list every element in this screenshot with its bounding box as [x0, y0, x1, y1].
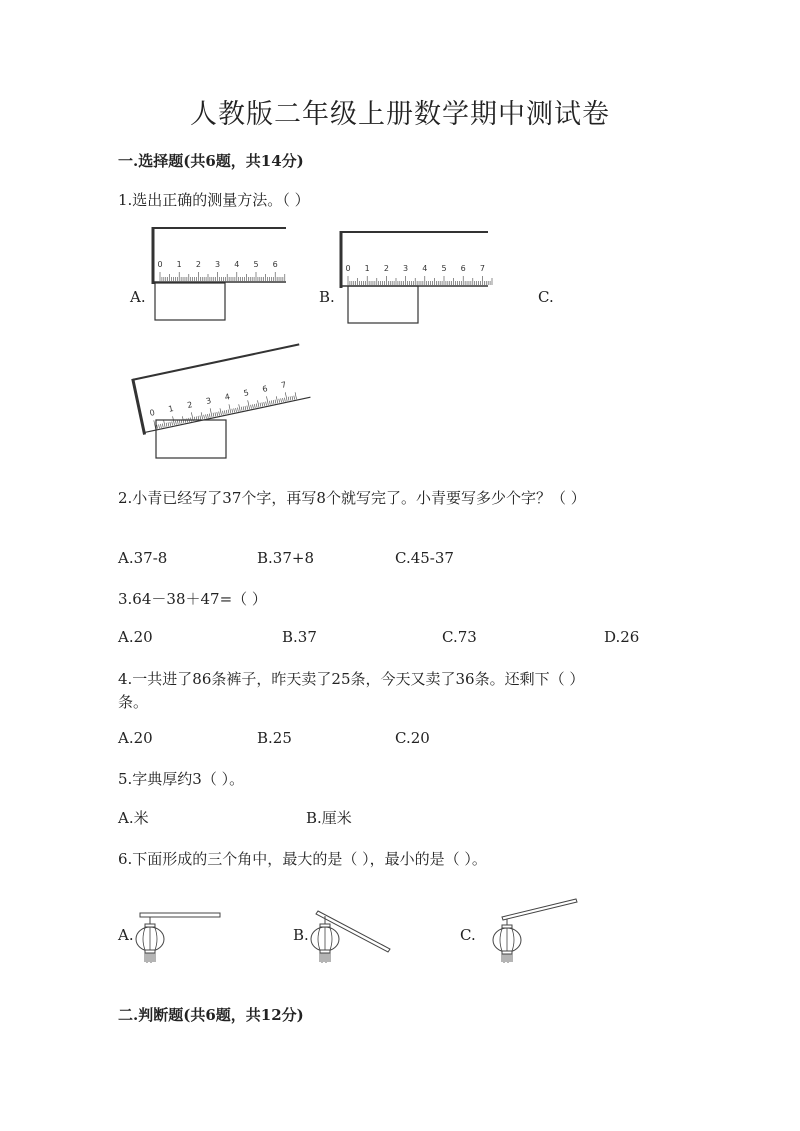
ruler-tick [288, 397, 289, 401]
ruler-tick [276, 396, 277, 403]
ruler-tick [290, 396, 291, 400]
q6-option-c-lantern-figure [490, 895, 580, 965]
ruler-tick [173, 416, 175, 425]
ruler-tick [217, 412, 218, 416]
ruler-tick [285, 392, 287, 401]
ruler-tick [210, 408, 212, 417]
ruler-tick [236, 408, 237, 412]
ruler-tick [248, 400, 250, 409]
ruler-tick [229, 404, 231, 413]
ruler-number: 5 [242, 388, 250, 398]
q6-option-b-label: B. [293, 926, 309, 944]
ruler-tick [224, 410, 225, 414]
ruler-number: 4 [422, 264, 428, 273]
ruler-number: 5 [441, 264, 447, 273]
question-3: 3.64－38＋47=（ ） [118, 590, 267, 608]
ruler-tick [279, 399, 280, 403]
ruler-tick [283, 398, 284, 402]
section-heading-judgement: 二.判断题(共6题，共12分) [118, 1006, 304, 1024]
ruler-tick [292, 396, 293, 400]
ruler-tick [281, 398, 282, 402]
ruler-c [133, 343, 311, 434]
q4-option-a: A.20 [118, 729, 153, 747]
ruler-tick [294, 396, 295, 400]
ruler-tick [243, 406, 244, 410]
question-2: 2.小青已经写了37个字，再写8个就写完了。小青要写多少个字？（ ） [118, 489, 586, 507]
q1-option-c-label: C. [538, 288, 554, 306]
ruler-number: 7 [280, 380, 288, 390]
lantern-icon [136, 924, 164, 963]
q3-option-a: A.20 [118, 628, 153, 646]
ruler-tick [215, 412, 216, 416]
q1-option-b-label: B. [319, 288, 335, 306]
q3-option-c: C.73 [442, 628, 477, 646]
ruler-tick [177, 420, 178, 424]
ruler-tick [251, 405, 252, 409]
ruler-number: 4 [223, 392, 231, 402]
ruler-tick [172, 422, 173, 426]
ruler-tick [222, 411, 223, 415]
question-4-line-1: 4.一共进了86条裤子，昨天卖了25条，今天又卖了36条。还剩下（ ） [118, 670, 585, 688]
ruler-tick [219, 412, 220, 416]
measured-rectangle [348, 286, 418, 323]
ruler-tick [185, 419, 186, 423]
q5-option-a: A.米 [118, 809, 149, 827]
ruler-number: 2 [383, 264, 389, 273]
ruler-tick [201, 412, 202, 419]
ruler-tick [237, 408, 238, 412]
ruler-number: 1 [176, 260, 182, 269]
ruler-tick [284, 398, 285, 402]
ruler-tick [166, 423, 167, 427]
ruler-tick [168, 422, 169, 426]
ruler-number: 4 [234, 260, 240, 269]
q6-option-a-lantern-figure [135, 905, 225, 965]
ruler-tick [198, 416, 199, 420]
ruler-tick [264, 402, 265, 406]
ruler-number: 2 [195, 260, 201, 269]
ruler-tick [266, 402, 267, 406]
q2-option-a: A.37-8 [118, 549, 168, 567]
ruler-tick [200, 416, 201, 420]
lantern-icon [311, 924, 339, 963]
ruler-number: 3 [215, 260, 221, 269]
ruler-tick [159, 424, 160, 428]
ruler-number: 0 [148, 408, 156, 418]
measured-rectangle [155, 283, 225, 320]
ruler-number: 7 [479, 264, 485, 273]
ruler-tick [273, 400, 274, 404]
ruler-number: 0 [345, 264, 351, 273]
question-4-line-2: 条。 [118, 693, 149, 711]
section-heading-choice: 一.选择题(共6题，共14分) [118, 152, 304, 170]
q3-option-d: D.26 [604, 628, 640, 646]
ruler-tick [213, 413, 214, 417]
q1-option-a-ruler-figure [150, 224, 290, 324]
ruler-number: 6 [460, 264, 466, 273]
ruler-number: 3 [403, 264, 409, 273]
ruler-tick [258, 400, 259, 407]
ruler-number: 6 [272, 260, 278, 269]
q2-option-c: C.45-37 [395, 549, 454, 567]
q6-option-c-label: C. [460, 926, 476, 944]
ruler-tick [245, 406, 246, 410]
q1-option-b-ruler-figure [338, 228, 493, 328]
ruler-tick [170, 422, 171, 426]
ruler-tick [253, 404, 254, 408]
q2-option-b: B.37+8 [257, 549, 314, 567]
lantern-icon [493, 925, 521, 963]
ruler-a [153, 227, 286, 284]
ruler-tick [226, 410, 227, 414]
ruler-tick [209, 414, 210, 418]
ruler-number: 2 [186, 400, 194, 410]
ruler-tick [275, 400, 276, 404]
q4-option-c: C.20 [395, 729, 430, 747]
ruler-number: 3 [205, 396, 213, 406]
ruler-number: 0 [157, 260, 163, 269]
ruler-tick [260, 403, 261, 407]
ruler-tick [160, 424, 161, 428]
ruler-b [341, 231, 492, 288]
q6-option-a-label: A. [118, 926, 134, 944]
ruler-tick [247, 406, 248, 410]
ruler-tick [254, 404, 255, 408]
ruler-tick [266, 396, 268, 405]
ruler-tick [204, 415, 205, 419]
ruler-tick [256, 404, 257, 408]
q6-option-b-lantern-figure [305, 905, 395, 965]
question-5: 5.字典厚约3（ ）。 [118, 770, 245, 788]
ruler-tick [271, 400, 272, 404]
ruler-number: 6 [261, 384, 269, 394]
q3-option-b: B.37 [282, 628, 317, 646]
q5-option-b: B.厘米 [306, 809, 352, 827]
q4-option-b: B.25 [257, 729, 292, 747]
ruler-tick [269, 401, 270, 405]
ruler-tick [220, 408, 221, 415]
question-1: 1.选出正确的测量方法。（ ） [118, 191, 310, 209]
ruler-tick [164, 420, 165, 427]
ruler-tick [157, 425, 158, 429]
q1-option-c-ruler-figure [135, 348, 310, 463]
ruler-tick [206, 414, 207, 418]
ruler-number: 1 [167, 404, 175, 414]
ruler-tick [207, 414, 208, 418]
ruler-tick [295, 392, 296, 399]
ruler-tick [228, 410, 229, 414]
ruler-tick [232, 409, 233, 413]
ruler-number: 1 [364, 264, 370, 273]
page-title: 人教版二年级上册数学期中测试卷 [190, 99, 610, 130]
question-6: 6.下面形成的三个角中，最大的是（ ），最小的是（ ）。 [118, 850, 487, 868]
ruler-tick [176, 421, 177, 425]
ruler-tick [262, 402, 263, 406]
q1-option-a-label: A. [130, 288, 146, 306]
ruler-tick [241, 407, 242, 411]
ruler-tick [234, 408, 235, 412]
ruler-tick [239, 404, 240, 411]
ruler-tick [162, 424, 163, 428]
ruler-number: 5 [253, 260, 259, 269]
